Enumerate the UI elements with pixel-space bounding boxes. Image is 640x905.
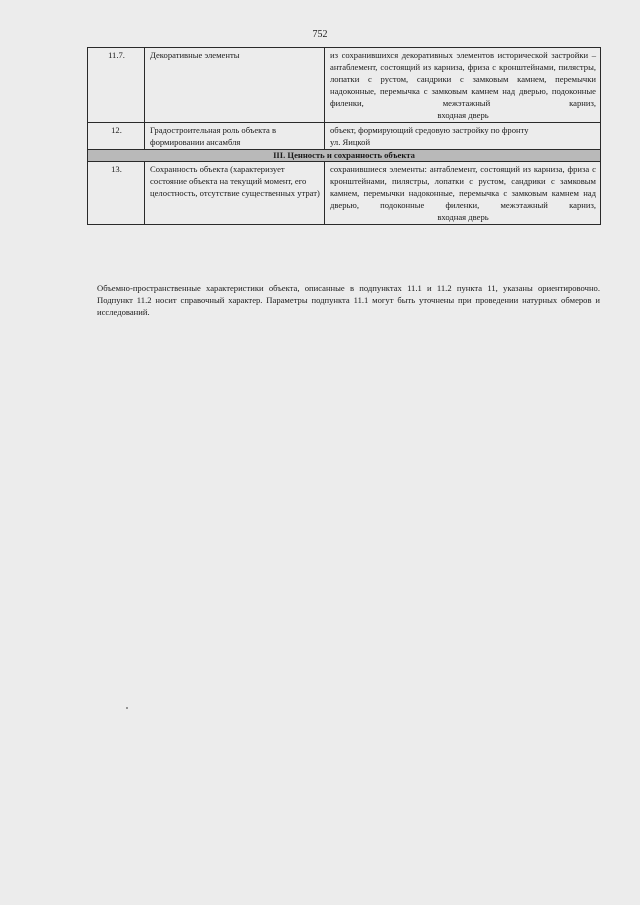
row-value-text: из сохранившихся декоративных элементов исторической застройки – антаблемент, состоящий из карниза, фриза с кронштейнами, пилястры, лопатки с рустом, сандрики с замковым камнем, перемычки надоконные, перемычка с замковым камнем над дверью, подоконные филенки, межэтажный карниз, [330, 50, 596, 108]
table-row [88, 48, 601, 123]
table-row [88, 123, 601, 150]
page-number: 752 [312, 29, 328, 40]
row-name: Декоративные элементы [145, 48, 325, 123]
scan-speck [126, 707, 128, 709]
row-value [325, 48, 601, 123]
row-name: Сохранность объекта (характеризует состояние объекта на текущий момент, его целостность, отсутствие существенных утрат) [145, 162, 325, 225]
row-number: 13. [88, 162, 145, 225]
row-value-text: сохранившиеся элементы: антаблемент, состоящий из карниза, фриза с кронштейнами, пилястры, лопатки с рустом, сандрики с замковым камнем, перемычки надоконные, перемычка с замковым камнем над дверью, подоконные филенки, межэтажный карниз, [330, 164, 596, 210]
row-name: Градостроительная роль объекта в формировании ансамбля [145, 123, 325, 150]
table-row [88, 162, 601, 225]
row-value-last-line: входная дверь [437, 212, 489, 222]
section-header-row [88, 150, 601, 162]
section-title: III. Ценность и сохранность объекта [88, 150, 601, 162]
row-number: 11.7. [88, 48, 145, 123]
row-number: 12. [88, 123, 145, 150]
row-value-last-line: входная дверь [437, 110, 489, 120]
row-value [325, 162, 601, 225]
object-characteristics-table [87, 47, 601, 225]
row-value-text: объект, формирующий средовую застройку по фронту [330, 125, 529, 135]
row-value-last-line: ул. Яицкой [330, 137, 371, 147]
row-value [325, 123, 601, 150]
footnote-paragraph: Объемно-пространственные характеристики объекта, описанные в подпунктах 11.1 и 11.2 пункта 11, указаны ориентировочно. Подпункт 11.2 носит справочный характер. Параметры подпункта 11.1 могут быть уточнены при проведении натурных обмеров и исследований. [97, 282, 600, 317]
